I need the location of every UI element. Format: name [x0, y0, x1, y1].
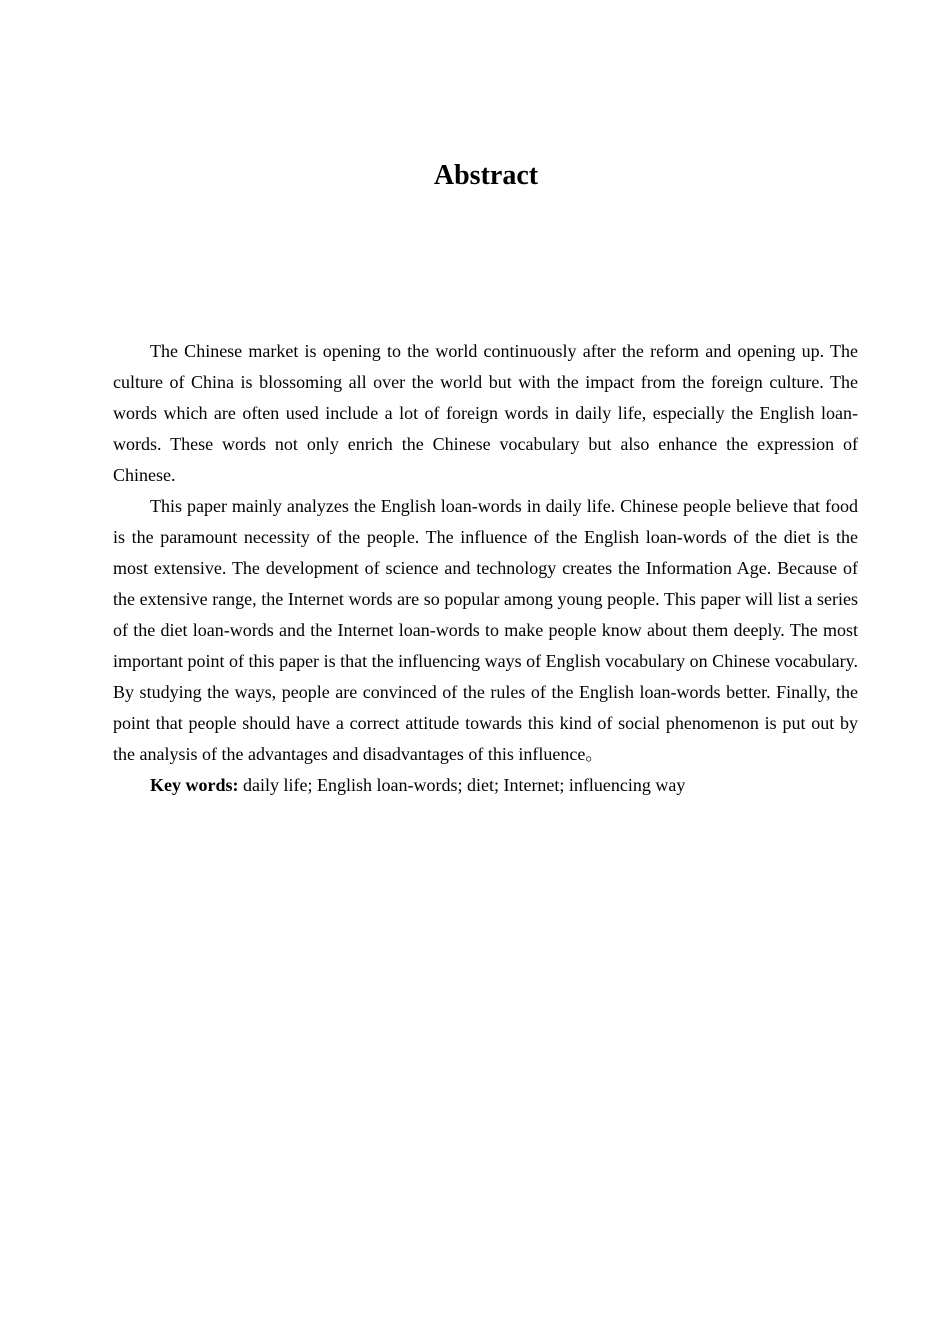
- abstract-title: Abstract: [433, 160, 539, 191]
- keywords-label: Key words:: [150, 775, 239, 795]
- abstract-paragraph-2: This paper mainly analyzes the English loan-words in daily life. Chinese people believe that food is the paramount necessity of the people. The influence of the English loan-words of the diet is the most extensive. The development of science and technology creates the Information Age. Because of the extensive range, the Internet words are so popular among young people. This paper will list a series of the diet loan-words and the Internet loan-words to make people know about them deeply. The most important point of this paper is that the influencing ways of English vocabulary on Chinese vocabulary. By studying the ways, people are convinced of the rules of the English loan-words better. Finally, the point that people should have a correct attitude towards this kind of social phenomenon is put out by the analysis of the advantages and disadvantages of this influence。: [113, 496, 858, 764]
- abstract-body: [113, 336, 858, 801]
- keywords-text: daily life; English loan-words; diet; Internet; influencing way: [238, 775, 686, 795]
- abstract-paragraph-1: The Chinese market is opening to the world continuously after the reform and opening up. The culture of China is blossoming all over the world but with the impact from the foreign culture. The words which are often used include a lot of foreign words in daily life, especially the English loan-words. These words not only enrich the Chinese vocabulary but also enhance the expression of Chinese.: [113, 341, 858, 485]
- keywords-line: [113, 770, 858, 801]
